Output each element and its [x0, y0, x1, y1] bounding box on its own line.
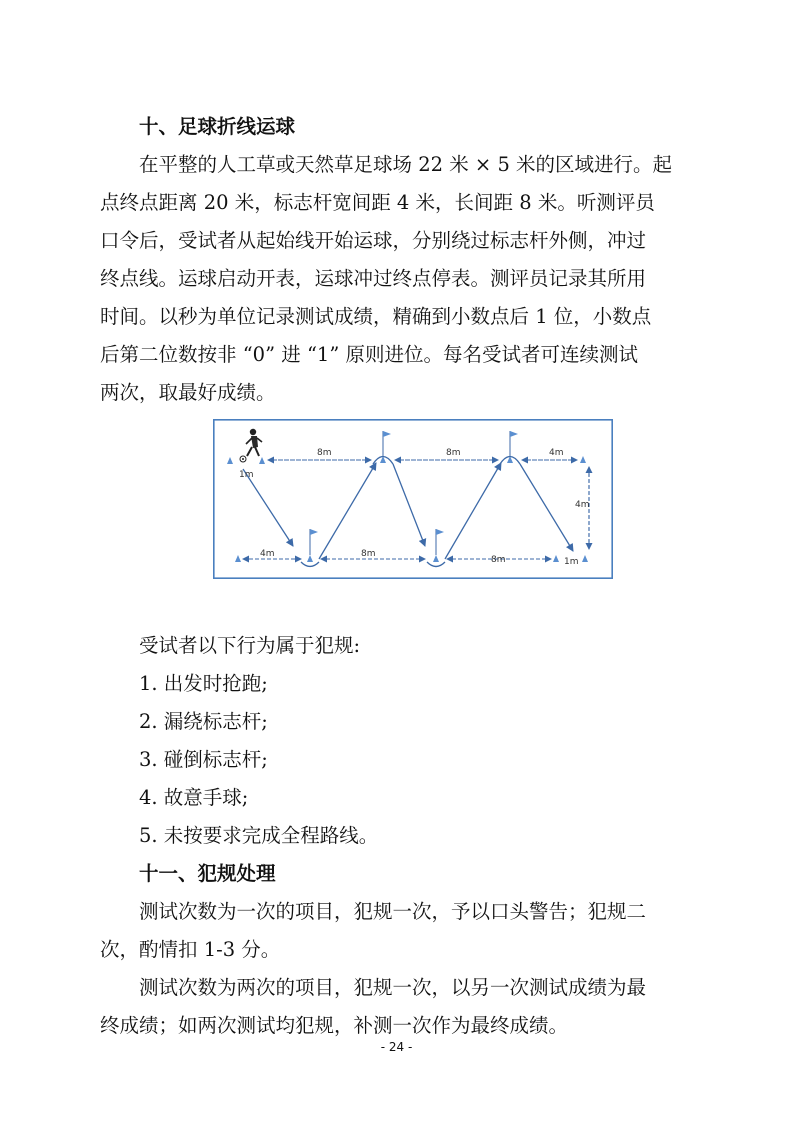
- label-start-1m: 1m: [239, 470, 254, 480]
- paragraph-line: 在平整的人工草或天然草足球场 22 米 × 5 米的区域进行。起: [139, 153, 673, 176]
- label-side-4m: 4m: [575, 500, 590, 510]
- label-end-1m: 1m: [564, 557, 579, 567]
- paragraph-line: 两次，取最好成绩。: [100, 381, 276, 404]
- paragraph-line: 终点线。运球启动开表，运球冲过终点停表。测评员记录其所用: [100, 267, 647, 290]
- list-item: 2. 漏绕标志杆;: [139, 710, 268, 733]
- paragraph-line: 次，酌情扣 1-3 分。: [100, 938, 281, 961]
- list-item: 5. 未按要求完成全程路线。: [139, 824, 379, 847]
- paragraph-line: 终成绩；如两次测试均犯规，补测一次作为最终成绩。: [100, 1014, 569, 1037]
- paragraph-line: 测试次数为一次的项目，犯规一次，予以口头警告；犯规二: [139, 900, 647, 923]
- list-item: 4. 故意手球;: [139, 786, 249, 809]
- label-top-4m: 4m: [549, 448, 564, 458]
- paragraph-line: 时间。以秒为单位记录测试成绩，精确到小数点后 1 位，小数点: [100, 305, 652, 328]
- ball-icon: [240, 456, 246, 462]
- label-top-8m-1: 8m: [317, 448, 332, 458]
- paragraph-line: 后第二位数按非 “0” 进 “1” 原则进位。每名受试者可连续测试: [100, 343, 638, 366]
- dribbling-course-diagram: [213, 419, 613, 579]
- section-10-heading: 十、足球折线运球: [139, 115, 296, 138]
- paragraph-line: 点终点距离 20 米，标志杆宽间距 4 米，长间距 8 米。听测评员: [100, 191, 655, 214]
- label-bottom-8m-2: 8m: [491, 555, 506, 565]
- paragraph-line: 测试次数为两次的项目，犯规一次，以另一次测试成绩为最: [139, 976, 647, 999]
- label-top-8m-2: 8m: [446, 448, 461, 458]
- label-bottom-4m: 4m: [260, 549, 275, 559]
- section-11-heading: 十一、犯规处理: [139, 862, 276, 885]
- list-item: 3. 碰倒标志杆;: [139, 748, 268, 771]
- paragraph-line: 口令后，受试者从起始线开始运球，分别绕过标志杆外侧，冲过: [100, 229, 647, 252]
- fouls-intro: 受试者以下行为属于犯规:: [139, 634, 361, 657]
- label-bottom-8m-1: 8m: [361, 549, 376, 559]
- page-number: - 24 -: [380, 1040, 413, 1054]
- list-item: 1. 出发时抢跑;: [139, 672, 268, 695]
